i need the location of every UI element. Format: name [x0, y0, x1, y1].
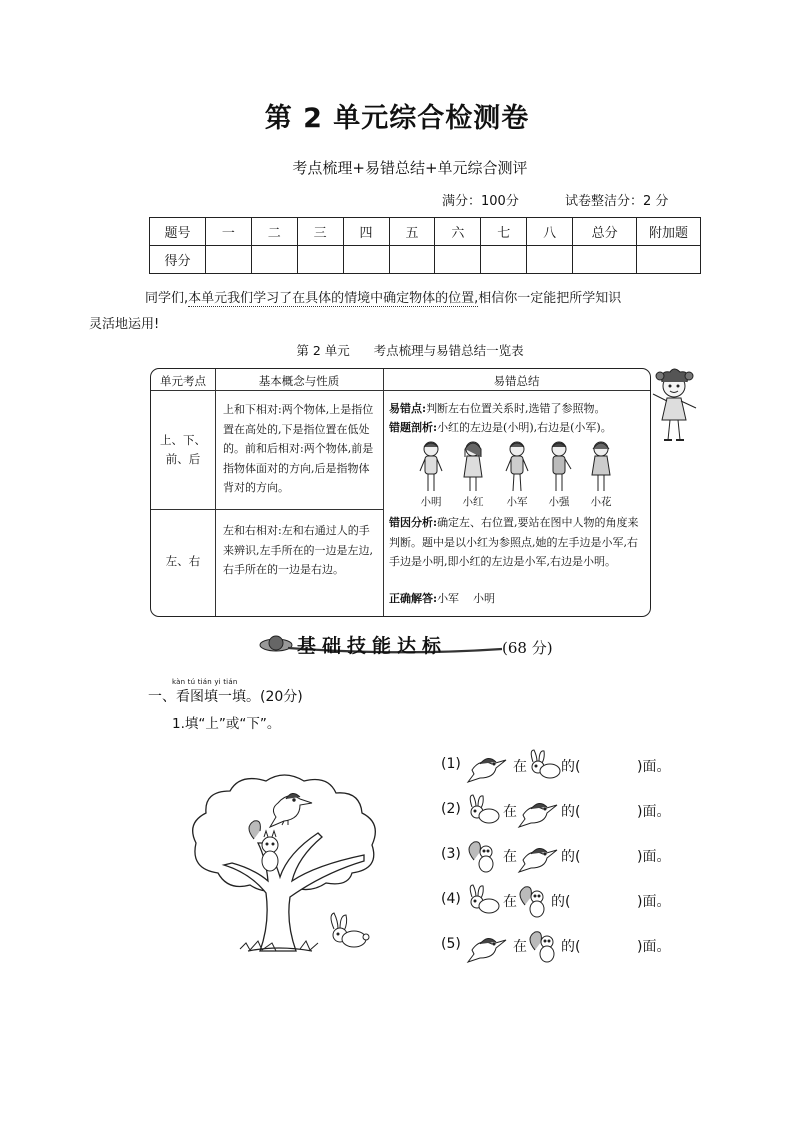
- pinyin-annotation: kàn tú tián yi tián: [172, 678, 238, 686]
- page-subtitle: 考点梳理+易错总结+单元综合测评: [292, 159, 528, 177]
- bird-icon: [517, 838, 563, 874]
- intro-text-underlined: 本单元我们学习了在具体的情境中确定物体的位置,: [188, 291, 479, 306]
- row1-label-line: 上、下、: [160, 433, 206, 447]
- full-score: 满分：100分: [442, 194, 519, 209]
- fill-item-zai: 在: [503, 849, 517, 865]
- score-table-score-row: [150, 246, 701, 274]
- intro-paragraph: [89, 286, 687, 338]
- score-cell[interactable]: [573, 246, 637, 274]
- col-header-concept: 基本概念与性质: [258, 374, 340, 388]
- score-row-label: 得分: [150, 246, 206, 274]
- question-sub: 1.填“上”或“下”。: [172, 716, 281, 732]
- error-case-label: 错题剖析:: [389, 421, 438, 434]
- error-analysis-text: 确定左、右位置,要站在图中人物的角度来判断。题中是以小红为参照点,她的左手边是小军,右手边是小明,即小红的左边是小军,右边是小明。: [389, 516, 639, 568]
- score-cell[interactable]: [481, 246, 527, 274]
- error-case-text: 小红的左边是(小明),右边是(小军)。: [437, 421, 612, 434]
- error-point: [389, 399, 647, 419]
- score-cell[interactable]: [251, 246, 297, 274]
- score-header-cell: 六: [435, 218, 481, 246]
- intro-text: 同学们,: [145, 291, 189, 306]
- kid-name: 小花: [590, 496, 612, 508]
- rabbit-icon: [527, 748, 563, 784]
- fill-item-number: (2): [441, 801, 461, 817]
- fill-item-zai: 在: [513, 759, 527, 775]
- error-case: [389, 418, 647, 438]
- fill-item-mian: )面。: [637, 939, 671, 955]
- summary-table: [150, 368, 651, 617]
- rabbit-icon: [466, 883, 502, 919]
- kid-name: 小军: [506, 496, 528, 508]
- ground-rabbit-icon: [331, 913, 369, 947]
- score-cell[interactable]: [435, 246, 481, 274]
- section-title: 基础技能达标: [297, 635, 448, 657]
- girl-mascot-icon: [650, 368, 702, 450]
- fill-item-de: 的(: [561, 804, 581, 820]
- fill-item-de: 的(: [551, 894, 571, 910]
- fill-item-number: (4): [441, 891, 461, 907]
- score-cell[interactable]: [527, 246, 573, 274]
- bird-icon: [466, 928, 512, 964]
- col-header-errors: 易错总结: [493, 374, 540, 388]
- fill-item-de: 的(: [561, 939, 581, 955]
- fill-item-mian: )面。: [637, 759, 671, 775]
- squirrel-icon: [466, 838, 502, 874]
- score-cell[interactable]: [389, 246, 435, 274]
- question-heading: 一、看图填一填。(20分): [148, 689, 303, 705]
- score-header-cell: 总分: [573, 218, 637, 246]
- score-header-cell: 四: [343, 218, 389, 246]
- fill-item-de: 的(: [561, 759, 581, 775]
- score-header-cell: 附加题: [637, 218, 701, 246]
- error-analysis-label: 错因分析:: [389, 516, 438, 529]
- row1-label-line: 前、后: [165, 452, 201, 466]
- fill-item-zai: 在: [503, 894, 517, 910]
- score-cell[interactable]: [637, 246, 701, 274]
- row1-concept: 上和下相对:两个物体,上是指位置在高处的,下是指位置在低处的。前和后相对:两个物体,前是指物体面对的方向,后是指物体背对的方向。: [223, 403, 374, 494]
- score-header-cell: 八: [527, 218, 573, 246]
- score-table: [149, 217, 701, 274]
- bird-icon: [517, 793, 563, 829]
- row2-label: 左、右: [165, 554, 201, 568]
- page-title: 第 2 单元综合检测卷: [264, 103, 530, 134]
- summary-title: 第 2 单元 考点梳理与易错总结一览表: [296, 343, 524, 358]
- error-point-text: 判断左右位置关系时,选错了参照物。: [426, 402, 606, 415]
- kid-name: 小红: [462, 496, 484, 508]
- error-analysis: [389, 513, 647, 572]
- fill-item-number: (5): [441, 936, 461, 952]
- error-point-label: 易错点:: [389, 402, 427, 415]
- fill-item-number: (1): [441, 756, 461, 772]
- row2-concept: 左和右相对:左和右通过人的手来辨识,左手所在的一边是左边,右手所在的一边是右边。: [223, 524, 373, 576]
- score-table-header-row: [150, 218, 701, 246]
- score-header-cell: 二: [251, 218, 297, 246]
- intro-text: 灵活地运用!: [89, 317, 160, 332]
- score-header-cell: 题号: [150, 218, 206, 246]
- squirrel-icon: [527, 928, 563, 964]
- score-header-cell: 七: [481, 218, 527, 246]
- score-cell[interactable]: [343, 246, 389, 274]
- fill-item-mian: )面。: [637, 849, 671, 865]
- row1-label: [151, 431, 215, 469]
- bird-icon: [466, 748, 512, 784]
- fill-item-de: 的(: [561, 849, 581, 865]
- score-header-cell: 五: [389, 218, 435, 246]
- section-score: (68 分): [502, 639, 553, 657]
- fill-item-number: (3): [441, 846, 461, 862]
- fill-item-mian: )面。: [637, 894, 671, 910]
- col-header-topic: 单元考点: [160, 374, 206, 388]
- kid-figure: [420, 442, 610, 491]
- answer-label: 正确解答:: [389, 592, 438, 605]
- neat-score: 试卷整洁分：2 分: [565, 194, 669, 209]
- intro-text: 相信你一定能把所学知识: [478, 291, 622, 306]
- rabbit-icon: [466, 793, 502, 829]
- score-cell[interactable]: [205, 246, 251, 274]
- fill-item-zai: 在: [513, 939, 527, 955]
- score-header-cell: 一: [205, 218, 251, 246]
- kid-name: 小强: [548, 496, 570, 508]
- tree-illustration: [188, 773, 388, 963]
- score-header-cell: 三: [297, 218, 343, 246]
- fill-item-mian: )面。: [637, 804, 671, 820]
- kid-name: 小明: [420, 496, 442, 508]
- fill-item-zai: 在: [503, 804, 517, 820]
- score-cell[interactable]: [297, 246, 343, 274]
- answer-text: 小军 小明: [437, 592, 496, 605]
- squirrel-icon: [517, 883, 553, 919]
- answer: [389, 589, 647, 609]
